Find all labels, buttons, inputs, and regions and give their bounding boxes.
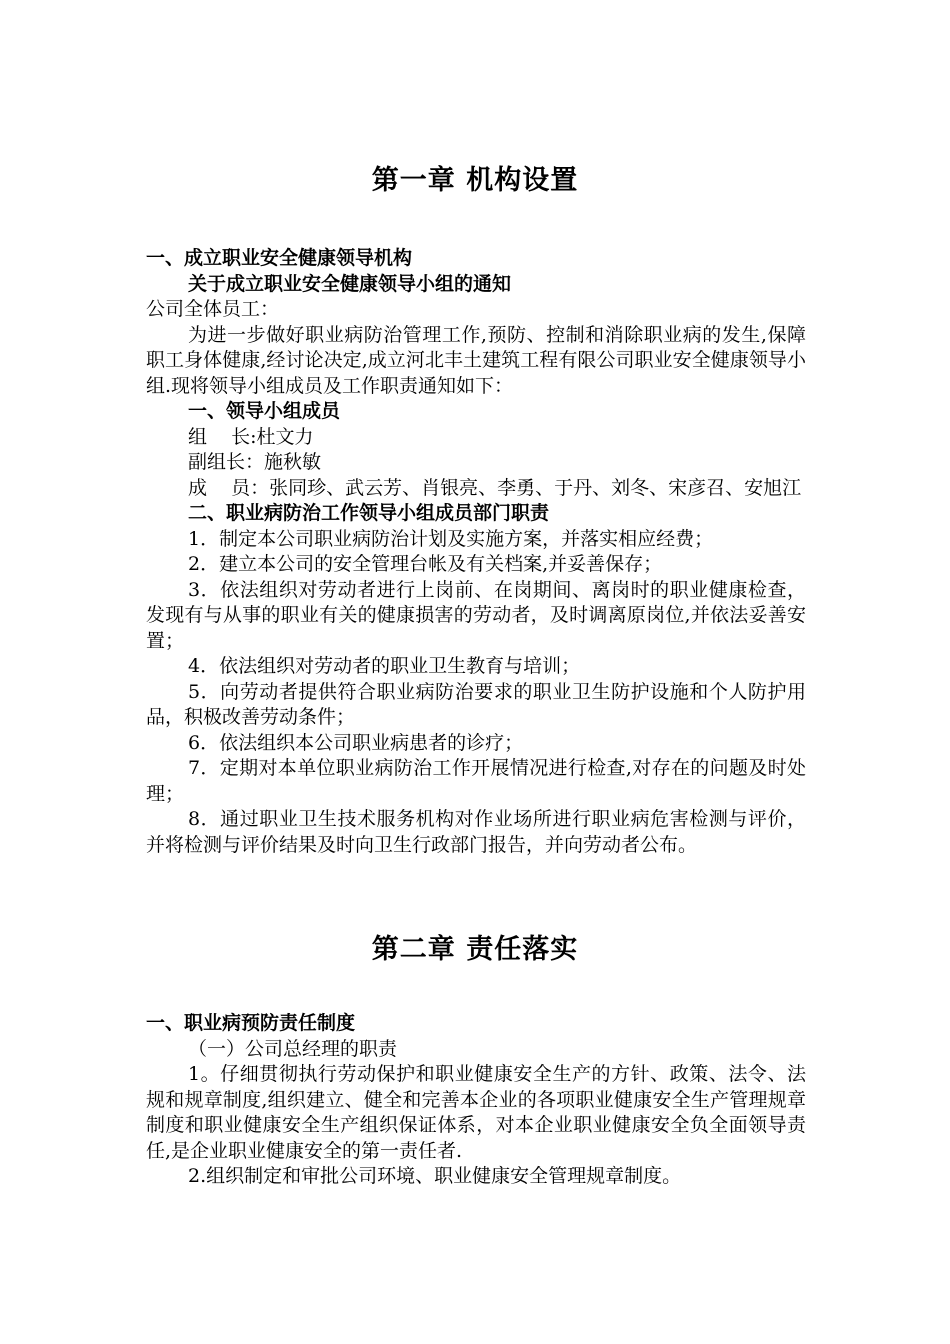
duty-item: 8．通过职业卫生技术服务机构对作业场所进行职业病危害检测与评价，并将检测与评价结果及时向卫生行政部门报告，并向劳动者公布。: [146, 808, 806, 856]
intro-paragraph: 为进一步做好职业病防治管理工作,预防、控制和消除职业病的发生,保障职工身体健康,经讨论决定,成立河北丰土建筑工程有限公司职业安全健康领导小组.现将领导小组成员及工作职责通知如下：: [146, 323, 806, 397]
duty-item: 7．定期对本单位职业病防治工作开展情况进行检查,对存在的问题及时处理；: [146, 757, 806, 805]
section-heading: 一、成立职业安全健康领导机构: [146, 247, 413, 269]
responsibility-item: 1。仔细贯彻执行劳动保护和职业健康安全生产的方针、政策、法令、法规和规章制度,组织建立、健全和完善本企业的各项职业健康安全生产管理规章制度和职业健康安全生产组织保证体系，对本企业职业健康安全负全面领导责任,是企业职业健康安全的第一责任者.: [146, 1063, 806, 1162]
deputy-line: 副组长：施秋敏: [188, 451, 322, 473]
responsibility-item: 2.组织制定和审批公司环境、职业健康安全管理规章制度。: [188, 1165, 682, 1187]
duty-item: 1．制定本公司职业病防治计划及实施方案，并落实相应经费；: [188, 527, 714, 550]
notice-title: 关于成立职业安全健康领导小组的通知: [188, 272, 512, 295]
duties-heading: 二、职业病防治工作领导小组成员部门职责: [188, 502, 550, 524]
salutation: 公司全体员工：: [146, 298, 280, 320]
members-heading: 一、领导小组成员: [188, 400, 341, 422]
sub-heading: （一）公司总经理的职责: [188, 1037, 398, 1060]
duty-item: 5．向劳动者提供符合职业病防治要求的职业卫生防护设施和个人防护用品，积极改善劳动条件；: [146, 680, 806, 728]
leader-line: 组 长:杜文力: [188, 425, 314, 448]
duty-item: 6．依法组织本公司职业病患者的诊疗；: [188, 731, 524, 754]
chapter-title: 第一章 机构设置: [371, 165, 579, 196]
chapter2-body: [146, 1011, 806, 1190]
members-line: 成 员：张同珍、武云芳、肖银亮、李勇、于丹、刘冬、宋彦召、安旭江: [188, 476, 802, 499]
section-heading: 一、职业病预防责任制度: [146, 1012, 356, 1034]
duty-item: 4．依法组织对劳动者的职业卫生教育与培训；: [188, 655, 581, 677]
chapter-title: 第二章 责任落实: [371, 934, 579, 965]
duty-item: 3．依法组织对劳动者进行上岗前、在岗期间、离岗时的职业健康检查，发现有与从事的职业有关的健康损害的劳动者，及时调离原岗位,并依法妥善安置；: [146, 578, 806, 652]
chapter1-body: [146, 246, 806, 858]
duty-item: 2．建立本公司的安全管理台帐及有关档案,并妥善保存；: [188, 553, 663, 575]
